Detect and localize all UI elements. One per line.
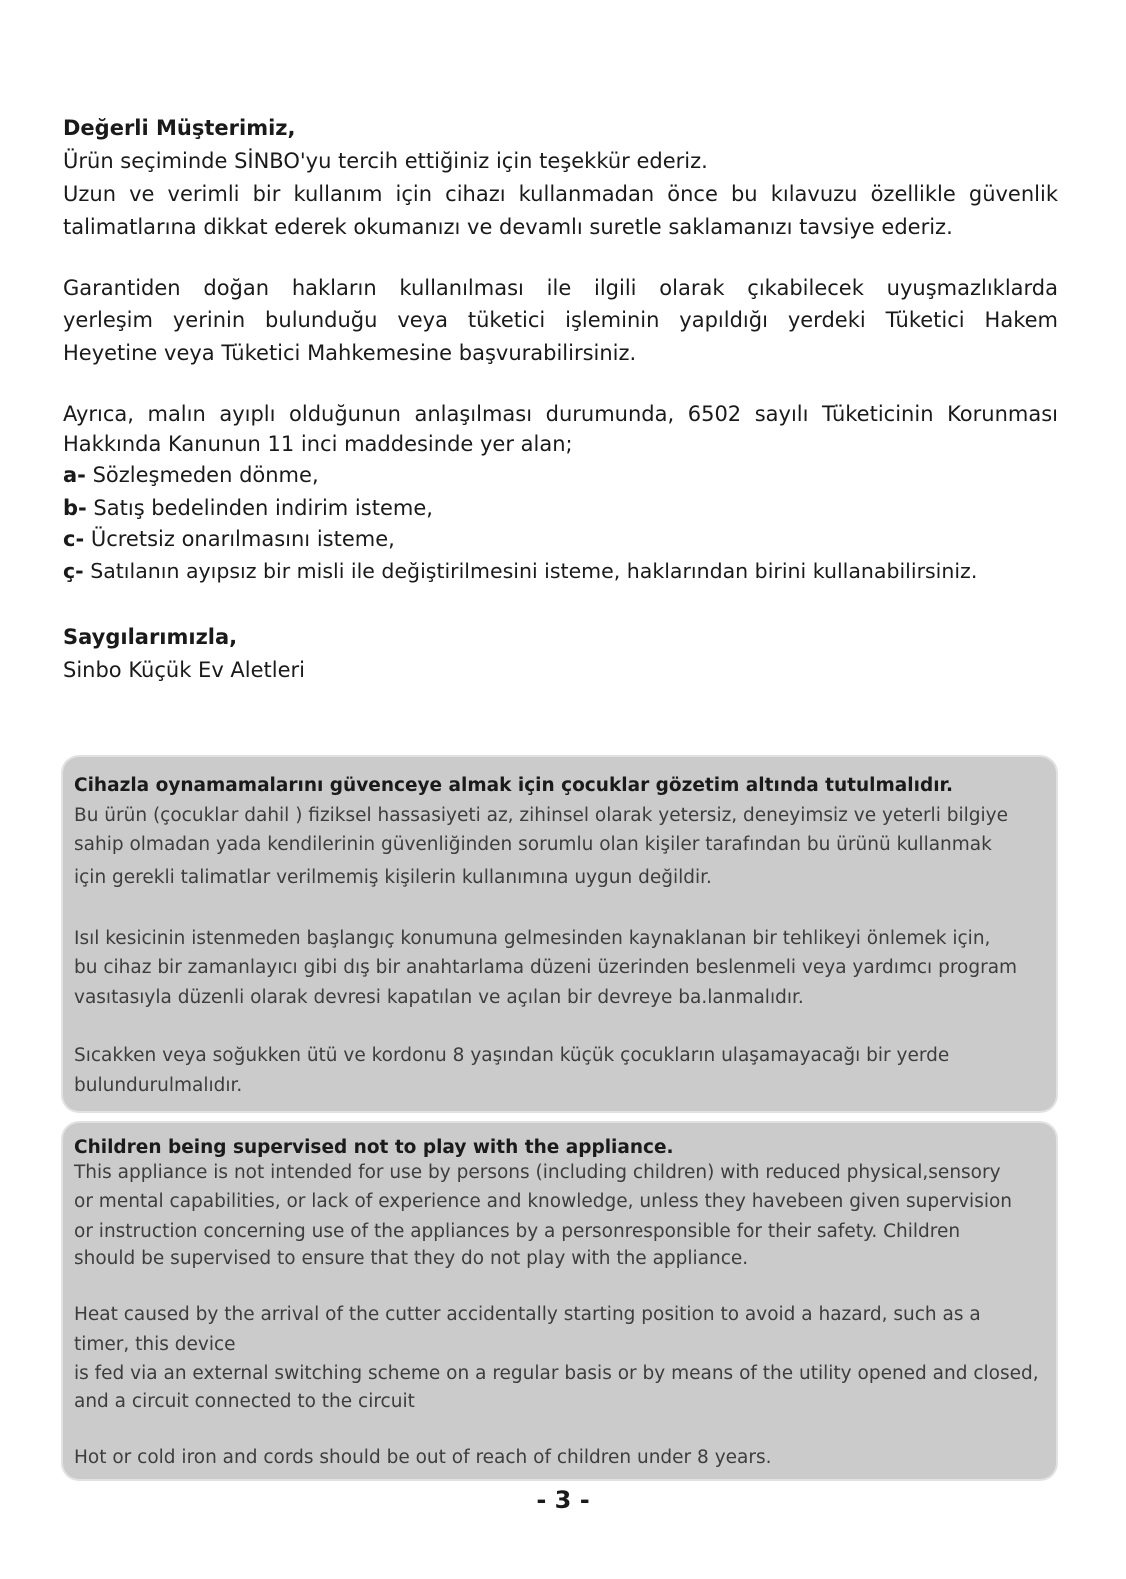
warning-text: or instruction concerning use of the appliances by a personresponsible for their safety. Children — [74, 1220, 961, 1242]
warning-text: Hot or cold iron and cords should be out of reach of children under 8 years. — [74, 1446, 772, 1468]
option-b — [63, 492, 1058, 525]
option-c — [63, 525, 1058, 554]
advice-line-1: Uzun ve verimli bir kullanım için cihazı kullanmadan önce bu kılavuzu özellikle güvenlik — [63, 182, 1058, 206]
warning-text: için gerekli talimatlar verilmemiş kişilerin kullanımına uygun değildir. — [74, 866, 712, 888]
warranty-line-3: Heyetine veya Tüketici Mahkemesine başvurabilirsiniz. — [63, 341, 637, 365]
warning-text: Bu ürün (çocuklar dahil ) fiziksel hassasiyeti az, zihinsel olarak yetersiz, deneyimsiz ve yeterli bilgiye — [74, 804, 1008, 826]
company-name: Sinbo Küçük Ev Aletleri — [63, 658, 306, 682]
warning-text: Isıl kesicinin istenmeden başlangıç konumuna gelmesinden kaynaklanan bir tehlikeyi önlemek için, — [74, 927, 991, 949]
warning-text: Heat caused by the arrival of the cutter accidentally starting position to avoid a hazard, such as a — [74, 1304, 981, 1325]
warning-text: sahip olmadan yada kendilerinin güvenliğinden sorumlu olan kişiler tarafından bu ürünü kullanmak — [74, 834, 992, 855]
option-c-cedilla — [63, 554, 1058, 588]
warranty-line-2: yerleşim yerinin bulunduğu veya tüketici işleminin yapıldığı yerdeki Tüketici Hakem — [63, 308, 1058, 332]
warning-box-turkish — [63, 757, 1056, 1111]
warning-heading: Cihazla oynamamalarını güvenceye almak için çocuklar gözetim altında tutulmalıdır. — [74, 775, 954, 796]
defect-line-1: Ayrıca, malın ayıplı olduğunun anlaşılması durumunda, 6502 sayılı Tüketicinin Korunması — [63, 402, 1058, 426]
option-a — [63, 459, 1058, 492]
warning-text: or mental capabilities, or lack of experience and knowledge, unless they havebeen given supervision — [74, 1191, 1013, 1212]
option-letter: ç- — [63, 559, 84, 583]
warning-text: is fed via an external switching scheme on a regular basis or by means of the utility opened and closed, — [74, 1363, 1039, 1384]
warning-text: Sıcakken veya soğukken ütü ve kordonu 8 yaşından küçük çocukların ulaşamayacağı bir yerde — [74, 1045, 950, 1066]
option-letter: b- — [63, 496, 87, 520]
greeting: Değerli Müşterimiz, — [63, 116, 296, 140]
warranty-line-1: Garantiden doğan hakların kullanılması ile ilgili olarak çıkabilecek uyuşmazlıklarda — [63, 276, 1058, 300]
closing: Saygılarımızla, — [63, 625, 238, 649]
warning-text: bulundurulmalıdır. — [74, 1074, 243, 1096]
warning-text: This appliance is not intended for use by persons (including children) with reduced physical,sensory — [74, 1162, 1001, 1183]
warning-text: should be supervised to ensure that they do not play with the appliance. — [74, 1248, 749, 1269]
page-number: - 3 - — [536, 1486, 590, 1514]
warning-text: and a circuit connected to the circuit — [74, 1390, 415, 1412]
defect-line-2: Hakkında Kanunun 11 inci maddesinde yer alan; — [63, 432, 573, 456]
warning-box-english — [63, 1123, 1056, 1479]
warning-text: bu cihaz bir zamanlayıcı gibi dış bir anahtarlama düzeni üzerinden beslenmeli veya yardımcı program — [74, 957, 1018, 978]
option-letter: a- — [63, 463, 86, 487]
option-text: Sözleşmeden dönme, — [85, 463, 319, 487]
intro-section — [63, 112, 1058, 687]
option-text: Satılanın ayıpsız bir misli ile değiştirilmesini isteme, haklarından birini kullanabilirsiniz. — [83, 559, 978, 583]
option-letter: c- — [63, 527, 85, 551]
option-text: Ücretsiz onarılmasını isteme, — [84, 527, 395, 551]
option-text: Satış bedelinden indirim isteme, — [86, 496, 433, 520]
warning-heading: Children being supervised not to play with the appliance. — [74, 1137, 674, 1158]
advice-line-2: talimatlarına dikkat ederek okumanızı ve devamlı suretle saklamanızı tavsiye ederiz. — [63, 215, 953, 239]
warning-text: vasıtasıyla düzenli olarak devresi kapatılan ve açılan bir devreye ba.lanmalıdır. — [74, 986, 804, 1008]
warning-text: timer, this device — [74, 1333, 236, 1355]
thanks-text: Ürün seçiminde SİNBO'yu tercih ettiğiniz için teşekkür ederiz. — [63, 149, 708, 173]
